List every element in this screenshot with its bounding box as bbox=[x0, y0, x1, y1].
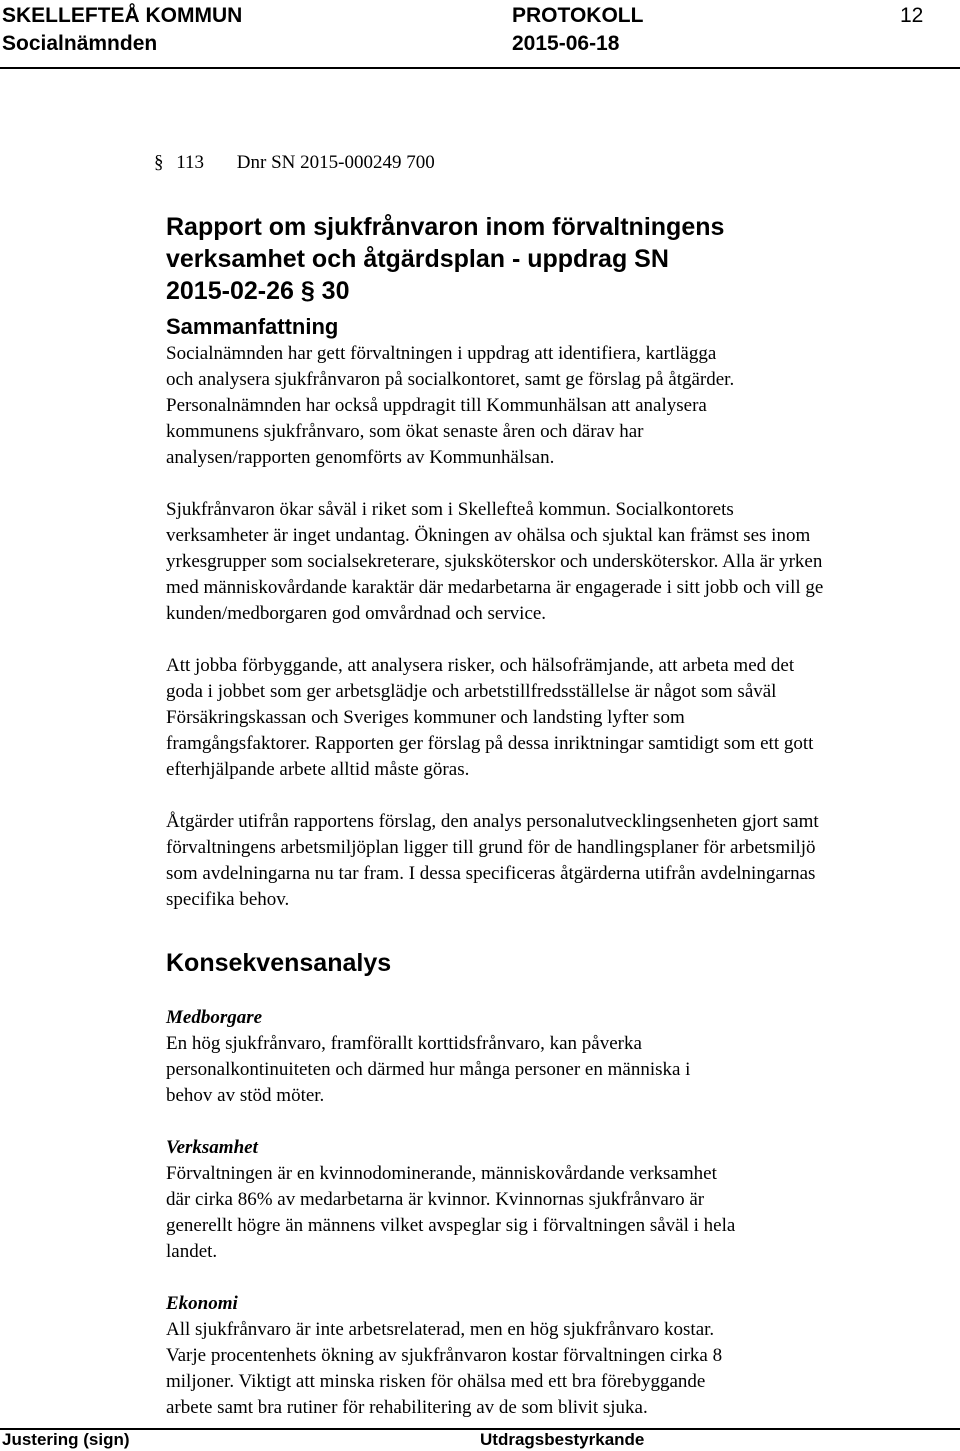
case-dnr: Dnr SN 2015-000249 700 bbox=[236, 152, 435, 173]
summary-line: analysen/rapporten genomförts av Kommunhälsan. bbox=[166, 447, 555, 468]
paragraph-line: generellt högre än männens vilket avspeglar sig i förvaltningen såväl i hela bbox=[166, 1215, 736, 1236]
case-number: 113 bbox=[176, 152, 205, 173]
paragraph-line: verksamheter är inget undantag. Ökningen av ohälsa och sjuktal kan främst ses inom bbox=[166, 525, 811, 546]
paragraph-line: Åtgärder utifrån rapportens förslag, den analys personalutvecklingsenheten gjort samt bbox=[166, 811, 819, 832]
paragraph-line: kunden/medborgaren god omvårdnad och service. bbox=[166, 603, 547, 624]
paragraph-2 bbox=[166, 653, 956, 783]
paragraph-line: Att jobba förbyggande, att analysera risker, och hälsofrämjande, att arbeta med det bbox=[166, 655, 795, 676]
summary-heading: Sammanfattning bbox=[166, 314, 339, 339]
paragraph-line: som avdelningarna nu tar fram. I dessa specificeras åtgärderna utifrån avdelningarnas bbox=[166, 863, 816, 884]
header-rule bbox=[0, 67, 960, 69]
paragraph-line: förvaltningens arbetsmiljöplan ligger till grund för de handlingsplaner för arbetsmiljö bbox=[166, 837, 816, 858]
paragraph-line: specifika behov. bbox=[166, 889, 290, 910]
case-reference bbox=[154, 150, 956, 176]
paragraph-line: Sjukfrånvaron ökar såväl i riket som i Skellefteå kommun. Socialkontorets bbox=[166, 499, 734, 520]
summary-line: Socialnämnden har gett förvaltningen i uppdrag att identifiera, kartlägga bbox=[166, 343, 717, 364]
paragraph-line: arbete samt bra rutiner för rehabilitering av de som blivit sjuka. bbox=[166, 1397, 648, 1418]
paragraph-line: med människovårdande karaktär där medarbetarna är engagerade i sitt jobb och vill ge bbox=[166, 577, 824, 598]
paragraph-line: personalkontinuiteten och därmed hur många personer en människa i bbox=[166, 1059, 691, 1080]
header-org: SKELLEFTEÅ KOMMUN bbox=[2, 4, 243, 27]
citizens-paragraph bbox=[166, 1031, 956, 1109]
paragraph-line: Förvaltningen är en kvinnodominerande, människovårdande verksamhet bbox=[166, 1163, 717, 1184]
case-title-line-1: Rapport om sjukfrånvaron inom förvaltningens bbox=[166, 213, 725, 241]
section-sign: § bbox=[154, 152, 164, 173]
economy-heading: Ekonomi bbox=[166, 1293, 238, 1314]
paragraph-3 bbox=[166, 809, 956, 913]
operations-paragraph bbox=[166, 1161, 956, 1265]
paragraph-line: yrkesgrupper som socialsekreterare, sjuksköterskor och undersköterskor. Alla är yrken bbox=[166, 551, 823, 572]
case-title-line-2: verksamhet och åtgärdsplan - uppdrag SN bbox=[166, 245, 669, 273]
citizens-heading: Medborgare bbox=[166, 1007, 263, 1028]
footer-certification-label: Utdragsbestyrkande bbox=[480, 1430, 645, 1449]
header-doc-type: PROTOKOLL bbox=[512, 4, 644, 27]
paragraph-line: landet. bbox=[166, 1241, 218, 1262]
header-date: 2015-06-18 bbox=[512, 32, 620, 55]
document-body bbox=[154, 131, 956, 1421]
paragraph-line: En hög sjukfrånvaro, framförallt korttidsfrånvaro, kan påverka bbox=[166, 1033, 642, 1054]
header-dept: Socialnämnden bbox=[2, 32, 158, 55]
paragraph-line: behov av stöd möter. bbox=[166, 1085, 325, 1106]
paragraph-line: All sjukfrånvaro är inte arbetsrelaterad, men en hög sjukfrånvaro kostar. bbox=[166, 1319, 715, 1340]
paragraph-line: framgångsfaktorer. Rapporten ger förslag på dessa inriktningar samtidigt som ett gott bbox=[166, 733, 814, 754]
consequence-heading: Konsekvensanalys bbox=[166, 949, 392, 977]
paragraph-line: Försäkringskassan och Sveriges kommuner och landsting lyfter som bbox=[166, 707, 685, 728]
paragraph-1 bbox=[166, 497, 956, 627]
paragraph-line: miljoner. Viktigt att minska risken för ohälsa med ett bra förebyggande bbox=[166, 1371, 706, 1392]
operations-heading: Verksamhet bbox=[166, 1137, 258, 1158]
paragraph-line: efterhjälpande arbete alltid måste göras. bbox=[166, 759, 470, 780]
economy-paragraph bbox=[166, 1317, 956, 1421]
summary-paragraph bbox=[166, 341, 956, 471]
summary-line: och analysera sjukfrånvaron på socialkontoret, samt ge förslag på åtgärder. bbox=[166, 369, 735, 390]
paragraph-line: där cirka 86% av medarbetarna är kvinnor. Kvinnornas sjukfrånvaro är bbox=[166, 1189, 705, 1210]
summary-line: kommunens sjukfrånvaro, som ökat senaste åren och därav har bbox=[166, 421, 644, 442]
header-page-number: 12 bbox=[900, 4, 924, 27]
paragraph-line: goda i jobbet som ger arbetsglädje och arbetstillfredsställelse är något som såväl bbox=[166, 681, 777, 702]
summary-line: Personalnämnden har också uppdragit till Kommunhälsan att analysera bbox=[166, 395, 707, 416]
paragraph-line: Varje procentenhets ökning av sjukfrånvaron kostar förvaltningen cirka 8 bbox=[166, 1345, 723, 1366]
case-title-line-3: 2015-02-26 § 30 bbox=[166, 277, 350, 305]
footer-signature-label: Justering (sign) bbox=[2, 1430, 130, 1449]
